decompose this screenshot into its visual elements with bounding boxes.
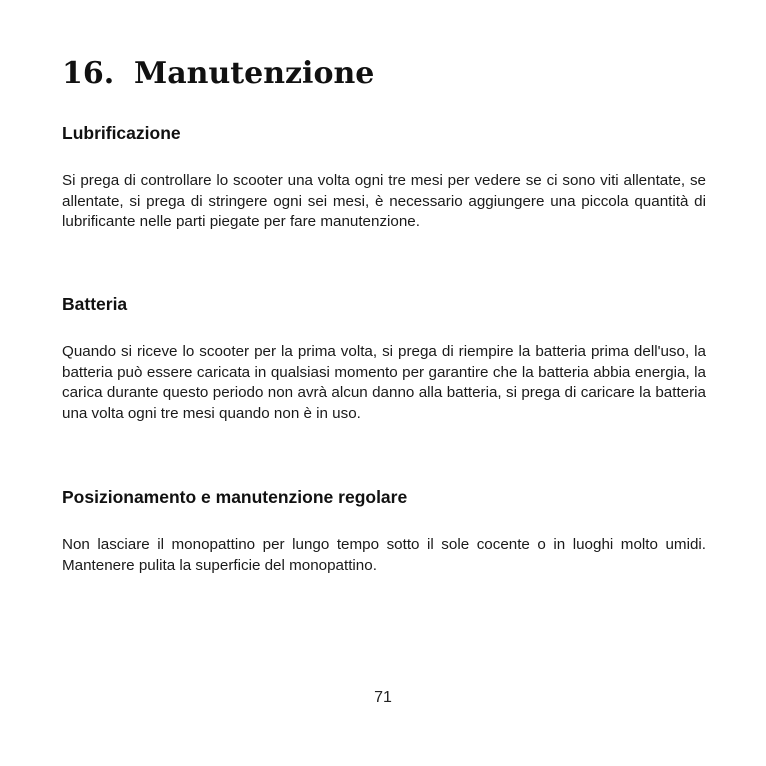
- chapter-title-text: Manutenzione: [134, 56, 375, 91]
- page-number: 71: [374, 689, 392, 706]
- chapter-number: 16.: [62, 56, 115, 91]
- section-body: Si prega di controllare lo scooter una volta ogni tre mesi per vedere se ci sono viti allentate, se allentate, si prega di stringere ogni sei mesi, è necessario aggiungere una piccola quantità di lubrificante nelle parti piegate per fare manutenzione.: [62, 172, 706, 230]
- section-heading: Lubrificazione: [62, 123, 181, 143]
- section-body: Non lasciare il monopattino per lungo tempo sotto il sole cocente o in luoghi molto umidi. Mantenere pulita la superficie del monopattino.: [62, 536, 706, 574]
- section-batteria: [62, 292, 706, 424]
- section-body: Quando si riceve lo scooter per la prima volta, si prega di riempire la batteria prima dell'uso, la batteria può essere caricata in qualsiasi momento per garantire che la batteria abbia energia, la carica durante questo periodo non avrà alcun danno alla batteria, si prega di caricare la batteria una volta ogni tre mesi quando non è in uso.: [62, 343, 706, 422]
- chapter-title: [62, 52, 374, 96]
- section-lubrificazione: [62, 121, 706, 233]
- section-heading: Batteria: [62, 294, 128, 314]
- section-heading: Posizionamento e manutenzione regolare: [62, 487, 408, 507]
- section-posizionamento: [62, 485, 706, 576]
